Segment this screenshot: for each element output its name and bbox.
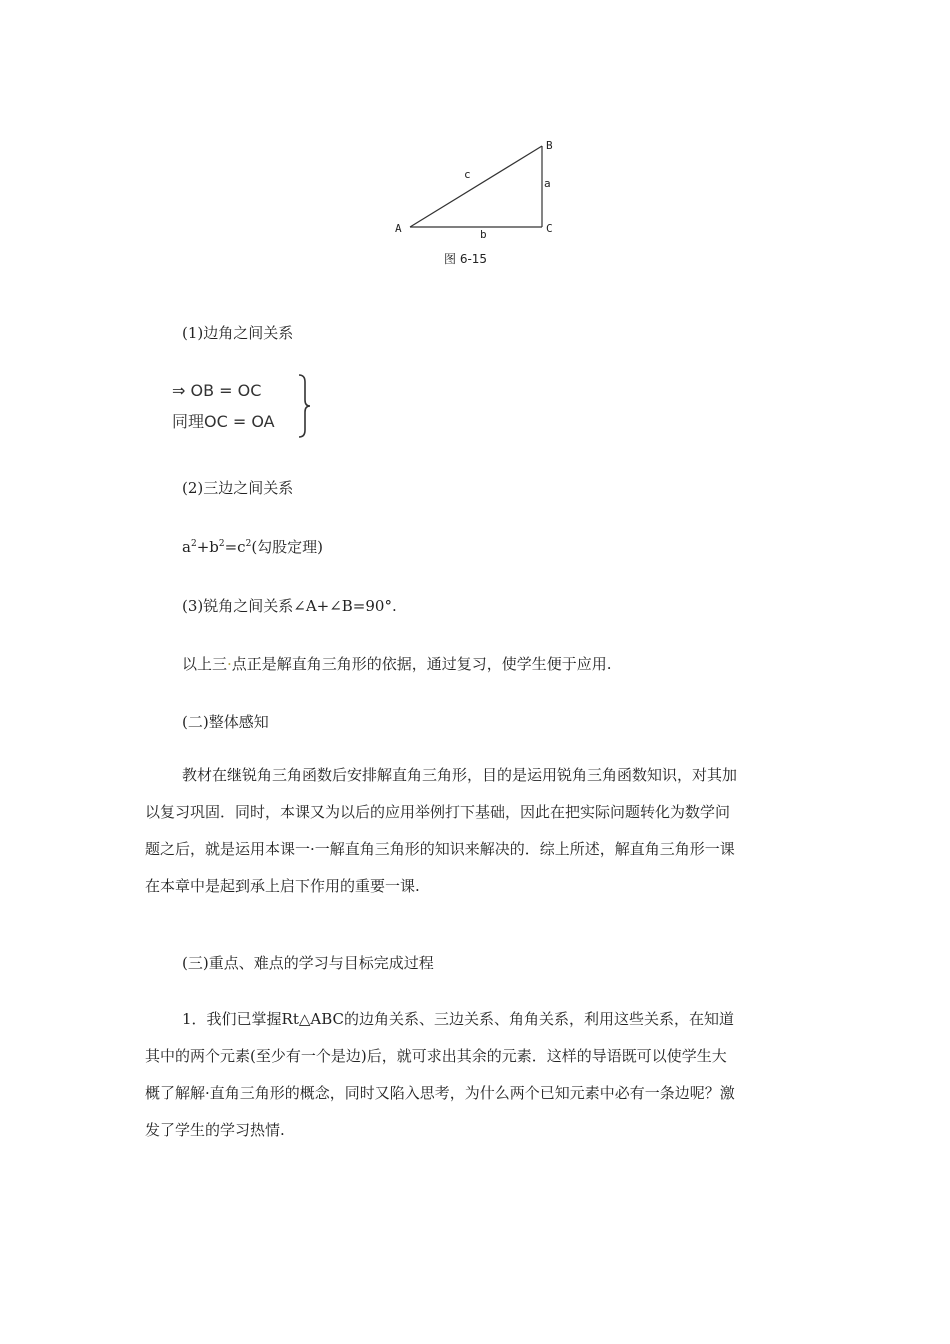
proof-line-2-expr: OC = OA — [204, 412, 275, 431]
side-c-label: c — [464, 168, 471, 181]
right-brace — [297, 373, 311, 443]
vertex-b-label: B — [546, 139, 553, 152]
proof-line-2 — [172, 412, 275, 432]
pythagorean-formula: $a^2+b^2=c^2$(勾股定理) — [182, 538, 324, 556]
paragraph-line: 1．我们已掌握Rt△ABC的边角关系、三边关系、角角关系，利用这些关系，在知道 — [182, 1010, 735, 1028]
section-c-paragraph — [145, 1001, 805, 1149]
figure-caption: 图 6-15 — [444, 252, 488, 266]
proof-line-2-prefix: 同理 — [172, 412, 205, 431]
vertex-c-label: C — [546, 222, 553, 235]
paragraph-line: 以复习巩固．同时，本课又为以后的应用举例打下基础，因此在把实际问题转化为数学问 — [145, 803, 731, 821]
paragraph-line: 教材在继锐角三角函数后安排解直角三角形，目的是运用锐角三角函数知识，对其加 — [182, 766, 738, 784]
section3-title: (3)锐角之间关系∠A+∠B=90°. — [182, 597, 397, 615]
summary-paragraph: 以上三·点正是解直角三角形的依据，通过复习，使学生便于应用. — [182, 655, 612, 673]
section-b-paragraph — [145, 757, 805, 905]
paragraph-line: 其中的两个元素(至少有一个是边)后，就可求出其余的元素．这样的导语既可以使学生大 — [145, 1047, 727, 1065]
section-b-title: (二)整体感知 — [182, 713, 269, 731]
paragraph-line: 发了学生的学习热情. — [145, 1121, 285, 1139]
side-a-label: a — [544, 177, 551, 190]
vertex-a-label: A — [395, 222, 402, 235]
section1-title: (1)边角之间关系 — [182, 324, 294, 342]
section-c-title: (三)重点、难点的学习与目标完成过程 — [182, 954, 434, 972]
side-b-label: b — [480, 228, 487, 241]
paragraph-line: 题之后，就是运用本课一·一解直角三角形的知识来解决的．综上所述，解直角三角形一课 — [145, 840, 735, 858]
paragraph-line: 概了解解·直角三角形的概念，同时又陷入思考，为什么两个已知元素中必有一条边呢？激 — [145, 1084, 735, 1102]
side-c-line — [410, 146, 542, 227]
triangle-figure — [388, 136, 560, 272]
emphasis-mark: · — [227, 655, 232, 673]
paragraph-line: 在本章中是起到承上启下作用的重要一课. — [145, 877, 420, 895]
section2-title: (2)三边之间关系 — [182, 479, 294, 497]
proof-line-1: ⇒ OB = OC — [172, 381, 262, 400]
